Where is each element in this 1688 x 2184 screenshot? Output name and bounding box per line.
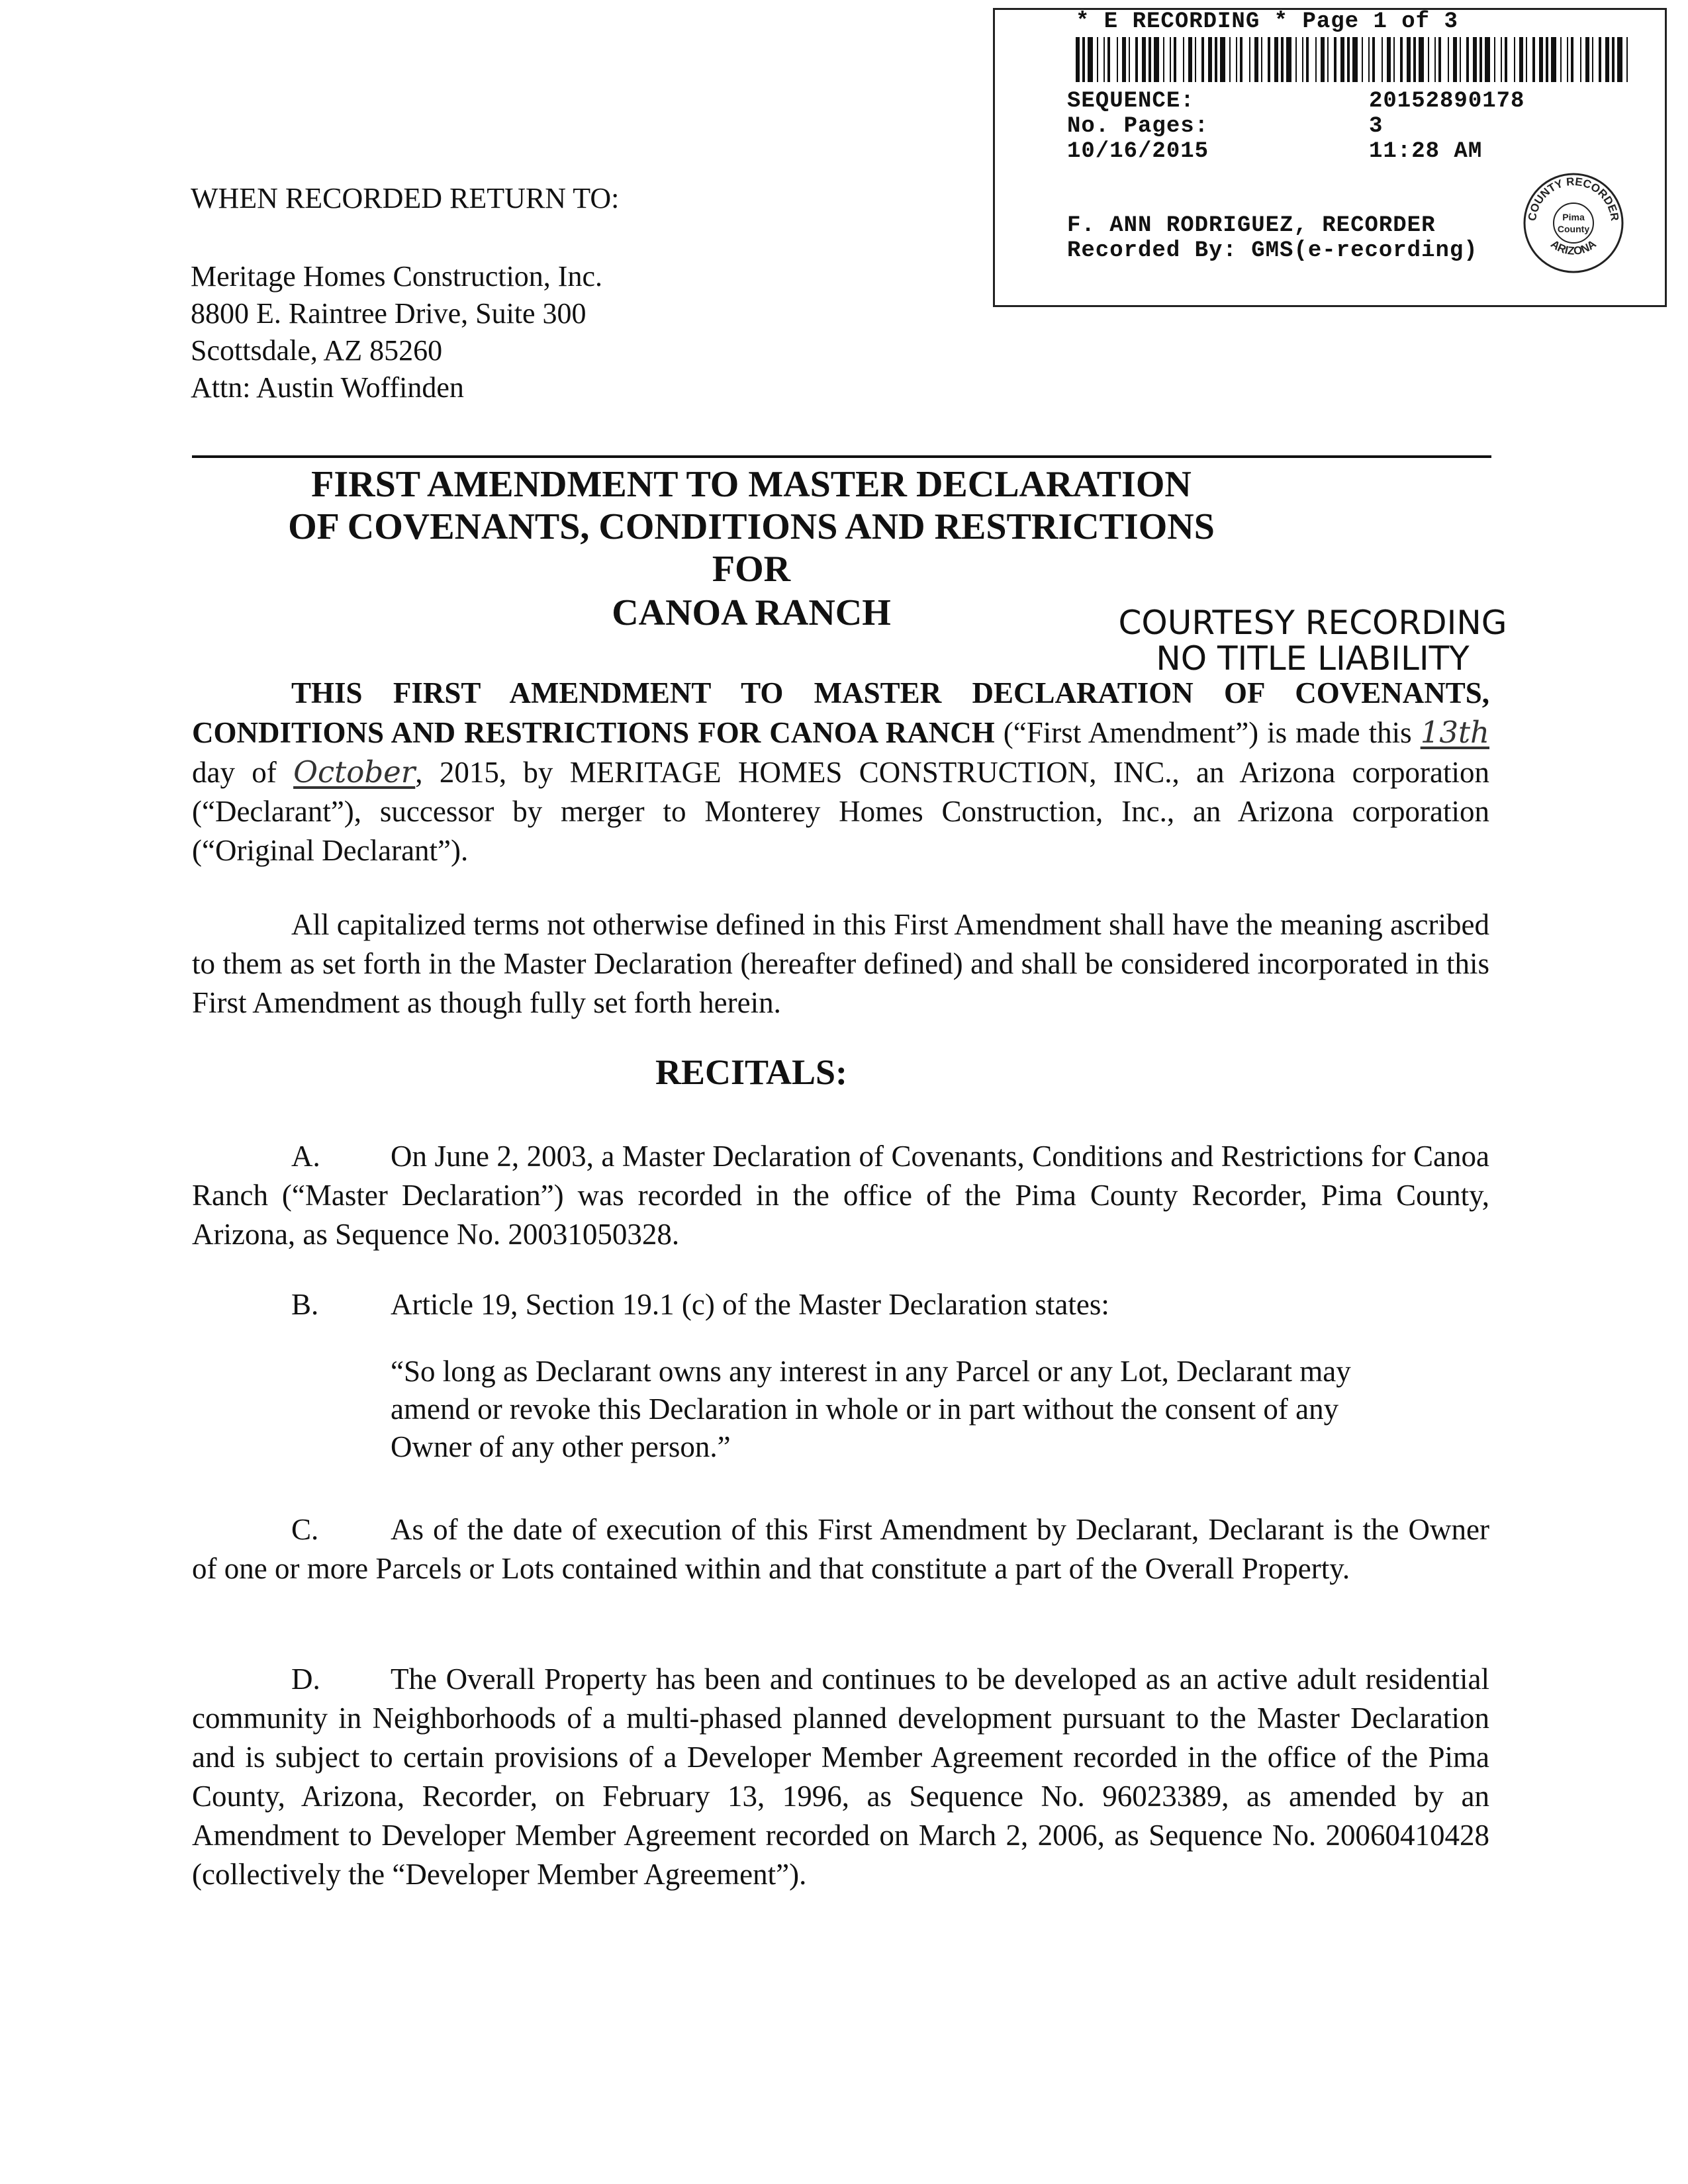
recital-d (192, 1660, 1489, 1894)
barcode-bar (1188, 37, 1192, 82)
barcode-bar (1315, 37, 1317, 82)
barcode-bar (1195, 37, 1196, 82)
barcode-bar (1567, 37, 1568, 82)
recorder-name: F. ANN RODRIGUEZ, RECORDER (1067, 213, 1436, 238)
barcode-bar (1334, 37, 1336, 82)
barcode-bar (1551, 37, 1556, 82)
seal-center-1: Pima (1562, 212, 1585, 222)
recording-time: 11:28 AM (1369, 139, 1483, 164)
svg-text:ARIZONA (1548, 238, 1599, 257)
barcode-bar (1519, 37, 1523, 82)
barcode-bar (1135, 37, 1138, 82)
barcode-bar (1539, 37, 1543, 82)
recital-label: C. (291, 1513, 319, 1546)
recital-text: On June 2, 2003, a Master Declaration of Covenants, Conditions and Restrictions for Canoa Ranch (“Master Declaration”) was recorded in the office of the Pima County Recorder, Pima County, Arizona, as Sequence No. 20031050328. (192, 1140, 1489, 1251)
barcode-icon (1076, 37, 1632, 82)
barcode-bar (1393, 37, 1395, 82)
intro-paragraph (192, 674, 1489, 870)
barcode-bar (1249, 37, 1250, 82)
recitals-heading: RECITALS: (655, 1052, 848, 1092)
barcode-bar (1460, 37, 1461, 82)
barcode-bar (1514, 37, 1515, 82)
barcode-bar (1617, 37, 1622, 82)
barcode-bar (1281, 37, 1284, 82)
barcode-bar (1220, 37, 1225, 82)
stamp-line-2: NO TITLE LIABILITY (1156, 639, 1470, 678)
barcode-bar (1352, 37, 1358, 82)
barcode-bar (1438, 37, 1441, 82)
return-line-1: Meritage Homes Construction, Inc. (191, 260, 602, 293)
barcode-bar (1254, 37, 1258, 82)
title-line-2: OF COVENANTS, CONDITIONS AND RESTRICTIONS (288, 506, 1215, 547)
definitions-paragraph (192, 905, 1489, 1023)
return-line-3: Scottsdale, AZ 85260 (191, 334, 443, 367)
barcode-bar (1347, 37, 1350, 82)
handwritten-day: 13th (1420, 715, 1490, 750)
recital-c (192, 1510, 1489, 1588)
barcode-bar (1306, 37, 1309, 82)
barcode-bar (1174, 37, 1176, 82)
barcode-bar (1122, 37, 1126, 82)
barcode-bar (1387, 37, 1391, 82)
title-line-3: FOR (712, 549, 791, 590)
barcode-bar (1532, 37, 1535, 82)
definitions-text: All capitalized terms not otherwise defined in this First Amendment shall have the meaning ascribed to them as set forth in the Master Declaration (hereafter defined) and shall be considered incorporated in this First Amendment as though fully set forth herein. (192, 908, 1489, 1019)
recital-text: The Overall Property has been and continues to be developed as an active adult residential community in Neighborhoods of a multi-phased planned development pursuant to the Master Declaration and is subject to certain provisions of a Developer Member Agreement recorded in the office of the Pima County, Arizona, Recorder, on February 13, 1996, as Sequence No. 96023389, as amended by an Amendment to Developer Member Agreement recorded on March 2, 2006, as Sequence No. 20060410428 (collectively the “Developer Member Agreement”). (192, 1662, 1489, 1891)
seal-center-2: County (1557, 224, 1590, 234)
recital-label: B. (291, 1288, 319, 1321)
barcode-bar (1088, 37, 1093, 82)
barcode-bar (1274, 37, 1278, 82)
barcode-bar (1129, 37, 1130, 82)
barcode-bar (1448, 37, 1449, 82)
barcode-bar (1580, 37, 1581, 82)
barcode-bar (1261, 37, 1262, 82)
barcode-bar (1592, 37, 1593, 82)
barcode-bar (1434, 37, 1436, 82)
barcode-bar (1466, 37, 1469, 82)
barcode-bar (1585, 37, 1589, 82)
seal-bottom-text: ARIZONA (1548, 237, 1599, 257)
barcode-bar (1382, 37, 1383, 82)
barcode-bar (1117, 37, 1118, 82)
recital-b (192, 1285, 1489, 1324)
barcode-bar (1626, 37, 1628, 82)
recording-date: 10/16/2015 (1067, 139, 1209, 164)
title-line-4: CANOA RANCH (612, 592, 891, 633)
barcode-bar (1479, 37, 1482, 82)
barcode-bar (1560, 37, 1562, 82)
barcode-bar (1103, 37, 1105, 82)
intro-part3: , 2015, by MERITAGE HOMES CONSTRUCTION, INC., an Arizona corporation (“Declarant”), successor by merger to Monterey Homes Construction, Inc., an Arizona corporation (“Original Declarant”). (192, 756, 1490, 867)
barcode-bar (1501, 37, 1502, 82)
barcode-bar (1599, 37, 1601, 82)
barcode-bar (1295, 37, 1297, 82)
barcode-bar (1082, 37, 1085, 82)
recital-text: Article 19, Section 19.1 (c) of the Master Declaration states: (391, 1288, 1109, 1321)
barcode-bar (1428, 37, 1429, 82)
recorded-by: Recorded By: GMS(e-recording) (1067, 238, 1478, 263)
barcode-bar (1612, 37, 1615, 82)
stamp-line-1: COURTESY RECORDING (1118, 604, 1507, 642)
barcode-bar (1407, 37, 1411, 82)
title-line-1: FIRST AMENDMENT TO MASTER DECLARATION (311, 464, 1192, 505)
divider (192, 455, 1491, 458)
barcode-bar (1321, 37, 1325, 82)
pages-value: 3 (1369, 114, 1383, 139)
return-to-heading: WHEN RECORDED RETURN TO: (191, 182, 620, 214)
recital-label: A. (291, 1140, 320, 1173)
county-seal-icon (1521, 171, 1626, 275)
barcode-bar (1229, 37, 1231, 82)
intro-part1: (“First Amendment”) is made this (1003, 716, 1412, 749)
barcode-bar (1526, 37, 1527, 82)
recital-text: As of the date of execution of this First Amendment by Declarant, Declarant is the Owner of one or more Parcels or Lots contained within and that constitute a part of the Overall Property. (192, 1513, 1489, 1585)
seal-top-text: COUNTY RECORDER (1525, 175, 1622, 222)
barcode-bar (1170, 37, 1171, 82)
barcode-bar (1240, 37, 1243, 82)
barcode-bar (1400, 37, 1403, 82)
barcode-bar (1183, 37, 1184, 82)
intro-bold: THIS FIRST AMENDMENT TO MASTER DECLARATION OF COVENANTS, CONDITIONS AND RESTRICTIONS FOR CANOA RANCH (192, 676, 1489, 749)
handwritten-month: October (293, 754, 416, 790)
barcode-bar (1340, 37, 1344, 82)
barcode-bar (1419, 37, 1424, 82)
return-line-4: Attn: Austin Woffinden (191, 371, 464, 404)
barcode-bar (1473, 37, 1477, 82)
barcode-bar (1163, 37, 1164, 82)
barcode-bar (1215, 37, 1217, 82)
recital-a (192, 1137, 1489, 1254)
barcode-bar (1453, 37, 1457, 82)
barcode-bar (1286, 37, 1291, 82)
return-line-2: 8800 E. Raintree Drive, Suite 300 (191, 297, 586, 330)
barcode-bar (1546, 37, 1548, 82)
barcode-bar (1097, 37, 1098, 82)
recital-label: D. (291, 1662, 320, 1696)
barcode-bar (1149, 37, 1151, 82)
barcode-bar (1107, 37, 1110, 82)
barcode-bar (1368, 37, 1370, 82)
barcode-bar (1268, 37, 1270, 82)
barcode-bar (1362, 37, 1363, 82)
barcode-bar (1302, 37, 1303, 82)
barcode-bar (1076, 37, 1080, 82)
barcode-bar (1208, 37, 1212, 82)
barcode-bar (1142, 37, 1146, 82)
barcode-bar (1327, 37, 1329, 82)
barcode-bar (1372, 37, 1375, 82)
barcode-bar (1605, 37, 1609, 82)
barcode-bar (1236, 37, 1237, 82)
quoted-section: “So long as Declarant owns any interest in any Parcel or any Lot, Declarant may amend or revoke this Declaration in whole or in part without the consent of any Owner of any other person.” (391, 1355, 1351, 1463)
sequence-label: SEQUENCE: (1067, 89, 1195, 114)
barcode-bar (1494, 37, 1495, 82)
barcode-bar (1154, 37, 1159, 82)
barcode-bar (1201, 37, 1204, 82)
barcode-bar (1505, 37, 1507, 82)
barcode-bar (1413, 37, 1416, 82)
courtesy-stamp (1098, 605, 1528, 676)
intro-part2: day of (192, 756, 277, 789)
barcode-bar (1485, 37, 1490, 82)
recording-header: * E RECORDING * Page 1 of 3 (1076, 9, 1458, 34)
sequence-value: 20152890178 (1369, 89, 1525, 114)
barcode-bar (1571, 37, 1573, 82)
pages-label: No. Pages: (1067, 114, 1209, 139)
